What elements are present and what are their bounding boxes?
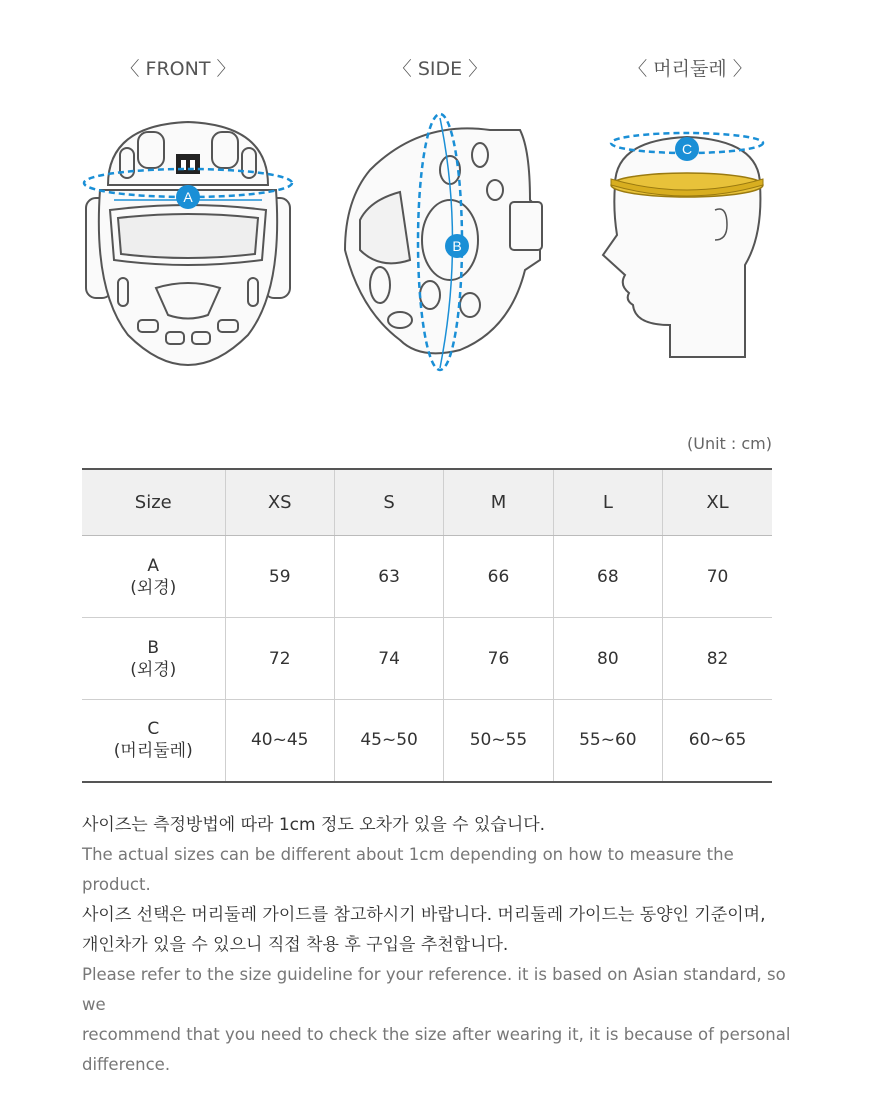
row-label-a: A (외경) bbox=[82, 536, 225, 618]
unit-label: (Unit : cm) bbox=[687, 434, 772, 453]
table-cell: 74 bbox=[334, 618, 443, 700]
note1-korean: 사이즈는 측정방법에 따라 1cm 정도 오차가 있을 수 있습니다. bbox=[82, 815, 546, 835]
table-row bbox=[82, 536, 772, 618]
table-row bbox=[82, 700, 772, 782]
headgear-side-illustration bbox=[330, 110, 560, 375]
note2-english-line3: difference. bbox=[82, 1055, 171, 1074]
table-cell: 70 bbox=[663, 536, 772, 618]
headgear-front-illustration bbox=[78, 110, 298, 370]
table-cell: 50~55 bbox=[444, 700, 553, 782]
note1-english: The actual sizes can be different about 1cm depending on how to measure the product. bbox=[82, 845, 734, 894]
side-view-label: 〈 SIDE 〉 bbox=[392, 58, 488, 80]
table-row bbox=[82, 618, 772, 700]
front-view-label: 〈 FRONT 〉 bbox=[120, 58, 236, 80]
size-table bbox=[82, 468, 772, 783]
table-cell: 80 bbox=[553, 618, 662, 700]
table-cell: 68 bbox=[553, 536, 662, 618]
header-m: M bbox=[444, 469, 553, 536]
table-cell: 40~45 bbox=[225, 700, 334, 782]
note2-korean-line1: 사이즈 선택은 머리둘레 가이드를 참고하시기 바랍니다. 머리둘레 가이드는 동양인 기준이며, bbox=[82, 905, 766, 925]
marker-b: B bbox=[452, 238, 462, 254]
note2-korean-line2: 개인차가 있을 수 있으니 직접 착용 후 구입을 추천합니다. bbox=[82, 935, 509, 955]
table-cell: 82 bbox=[663, 618, 772, 700]
header-xl: XL bbox=[663, 469, 772, 536]
note2-english-line2: recommend that you need to check the size after wearing it, it is because of personal bbox=[82, 1025, 791, 1044]
measurement-tolerance-note bbox=[82, 810, 802, 900]
table-cell: 55~60 bbox=[553, 700, 662, 782]
note2-english-line1: Please refer to the size guideline for your reference. it is based on Asian standard, so we bbox=[82, 965, 786, 1014]
table-cell: 59 bbox=[225, 536, 334, 618]
table-cell: 66 bbox=[444, 536, 553, 618]
size-guide-note bbox=[82, 900, 802, 1080]
row-label-b: B (외경) bbox=[82, 618, 225, 700]
table-cell: 63 bbox=[334, 536, 443, 618]
marker-c: C bbox=[681, 141, 693, 157]
header-l: L bbox=[553, 469, 662, 536]
header-size: Size bbox=[82, 469, 225, 536]
head-circumference-label: 〈 머리둘레 〉 bbox=[628, 58, 752, 80]
header-xs: XS bbox=[225, 469, 334, 536]
head-circumference-illustration bbox=[595, 115, 780, 360]
table-cell: 45~50 bbox=[334, 700, 443, 782]
table-cell: 60~65 bbox=[663, 700, 772, 782]
row-label-c: C (머리둘레) bbox=[82, 700, 225, 782]
table-cell: 72 bbox=[225, 618, 334, 700]
table-cell: 76 bbox=[444, 618, 553, 700]
table-header-row bbox=[82, 469, 772, 536]
header-s: S bbox=[334, 469, 443, 536]
marker-a: A bbox=[183, 189, 193, 205]
